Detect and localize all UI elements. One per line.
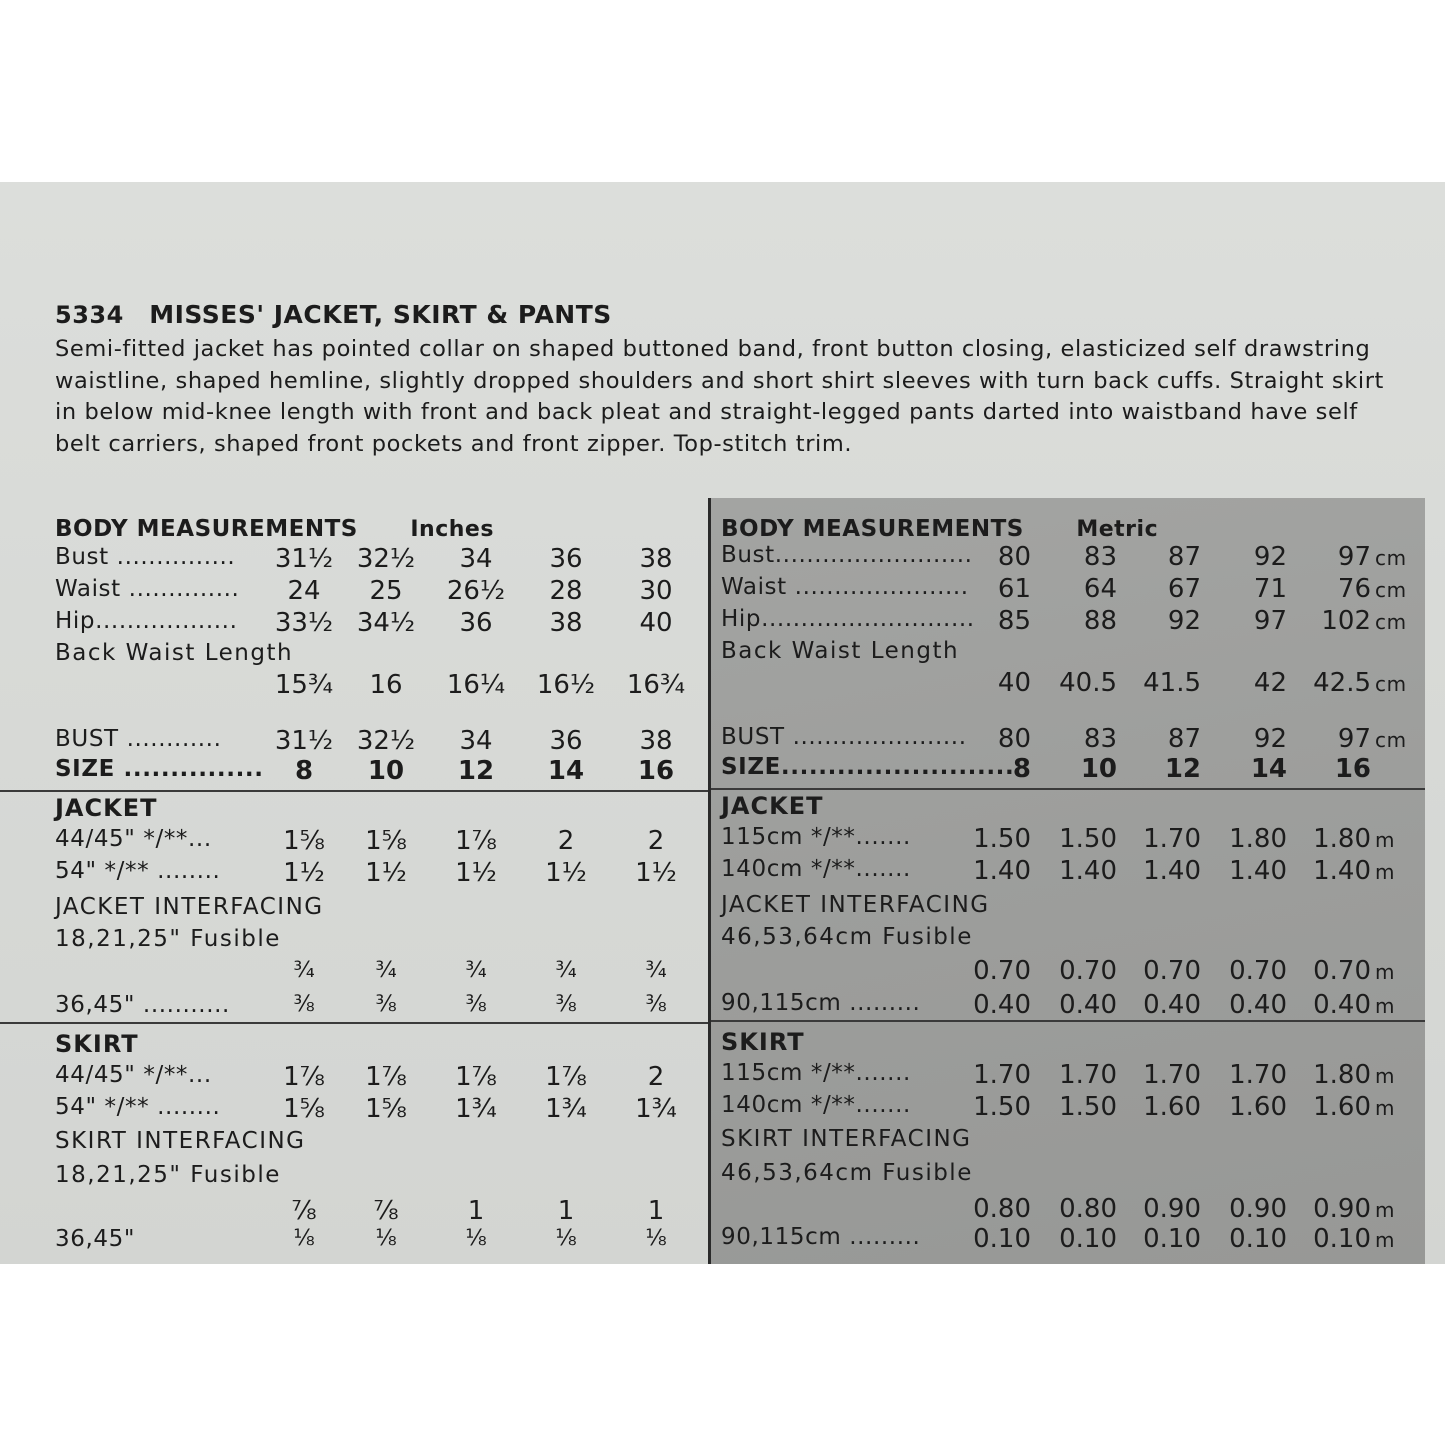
jacket-interfacing-row-value: 0.40 xyxy=(1143,990,1201,1020)
waist-row-value: 30 xyxy=(639,576,673,606)
skirt-fabric-row xyxy=(711,1092,1425,1122)
skirt-fabric-row-value: 1⅝ xyxy=(283,1094,325,1124)
size-row-value: 14 xyxy=(547,756,585,786)
jacket-interfacing-row-value: 0.70 xyxy=(1143,956,1201,986)
jacket-interfacing-row xyxy=(711,990,1425,1020)
skirt-fabric-row-value: 1.50 xyxy=(1059,1092,1117,1122)
jacket-interfacing-row-value: 0.70 xyxy=(973,956,1031,986)
skirt-interfacing-row-value: ⅛ xyxy=(293,1226,315,1251)
jacket-fabric-row xyxy=(0,858,708,888)
size-row-value: 14 xyxy=(1250,754,1287,784)
jacket-interfacing-row-value: ¾ xyxy=(645,958,667,983)
back-waist-row xyxy=(711,668,1425,698)
back-waist-row-value: 41.5 xyxy=(1143,668,1201,698)
skirt-fabric-row-value: 1⅝ xyxy=(365,1094,407,1124)
jacket-interfacing-row-value: ¾ xyxy=(293,958,315,983)
hip-row xyxy=(0,608,708,638)
jacket-interfacing-row-value: ⅜ xyxy=(375,992,397,1017)
size-row-value: 16 xyxy=(1334,754,1371,784)
skirt-heading: SKIRT xyxy=(55,1030,139,1058)
back-waist-row-value: 16¼ xyxy=(446,670,506,700)
bust-size-row-value: 32½ xyxy=(356,726,416,756)
jacket-fusible-label: 46,53,64cm Fusible xyxy=(721,924,973,950)
pattern-number: 5334 xyxy=(55,301,124,329)
metric-panel xyxy=(708,498,1425,1264)
jacket-fabric-row-value: 1½ xyxy=(635,858,677,888)
jacket-fabric-row-value: 1⅝ xyxy=(283,826,325,856)
skirt-interfacing-row-value: 0.80 xyxy=(1059,1194,1117,1224)
waist-row-value: 64 xyxy=(1083,574,1117,604)
bust-row-value: 31½ xyxy=(274,544,334,574)
skirt-fabric-row xyxy=(711,1060,1425,1090)
metric-header-title: BODY MEASUREMENTS xyxy=(721,516,1024,542)
bust-row-label: Bust ............... xyxy=(55,544,236,570)
skirt-fabric-row-value: 1.70 xyxy=(1229,1060,1287,1090)
skirt-fabric-row-value: 1⅞ xyxy=(365,1062,407,1092)
skirt-fabric-row-unit: m xyxy=(1375,1064,1396,1088)
skirt-interfacing-row-value: ⅛ xyxy=(465,1226,487,1251)
hip-row-unit: cm xyxy=(1375,610,1407,634)
pattern-description: Semi-fitted jacket has pointed collar on shaped buttoned band, front button closing, elasticized self drawstring waistline, shaped hemline, slightly dropped shoulders and short shirt sleeves with turn back cuffs. Straight skirt in below mid-knee length with front and back pleat and straight-legged pants darted into waistband have self belt carriers, shaped front pockets and front zipper. Top-stitch trim. xyxy=(55,336,1384,457)
jacket-fabric-row-value: 1⅞ xyxy=(455,826,497,856)
bust-row-value: 38 xyxy=(639,544,673,574)
skirt-interfacing-row xyxy=(711,1194,1425,1224)
jacket-interfacing-row-value: 0.40 xyxy=(1313,990,1371,1020)
skirt-interfacing-row-value: 0.90 xyxy=(1143,1194,1201,1224)
skirt-fabric-row-value: 1⅞ xyxy=(455,1062,497,1092)
bust-size-row-label: BUST ...................... xyxy=(721,724,967,750)
size-row-value: 8 xyxy=(1012,754,1031,784)
pattern-name: MISSES' JACKET, SKIRT & PANTS xyxy=(149,300,612,329)
bust-size-row-unit: cm xyxy=(1375,728,1407,752)
hip-row-value: 97 xyxy=(1253,606,1287,636)
skirt-interfacing-row-value: 0.10 xyxy=(1143,1224,1201,1254)
skirt-interfacing-row-value: 1 xyxy=(647,1196,665,1226)
back-waist-row-value: 16 xyxy=(369,670,403,700)
waist-row-value: 71 xyxy=(1253,574,1287,604)
jacket-interfacing-row-value: ¾ xyxy=(375,958,397,983)
skirt-fabric-row-value: 1.70 xyxy=(973,1060,1031,1090)
back-waist-row-value: 16¾ xyxy=(626,670,686,700)
skirt-interfacing-row-value: ⅛ xyxy=(375,1226,397,1251)
skirt-fabric-row-label: 140cm */**....... xyxy=(721,1092,911,1118)
waist-row xyxy=(0,576,708,606)
bust-size-row-value: 87 xyxy=(1167,724,1201,754)
skirt-interfacing-row-value: ⅞ xyxy=(373,1196,399,1226)
inches-unit-label: Inches xyxy=(410,517,494,542)
jacket-fabric-row-value: 1½ xyxy=(283,858,325,888)
skirt-interfacing-row-value: ⅛ xyxy=(555,1226,577,1251)
skirt-fabric-row xyxy=(0,1062,708,1092)
skirt-interfacing-label: SKIRT INTERFACING xyxy=(55,1128,306,1154)
jacket-heading: JACKET xyxy=(55,794,158,822)
back-waist-row-value: 15¾ xyxy=(274,670,334,700)
skirt-interfacing-row-value: ⅞ xyxy=(291,1196,317,1226)
jacket-fusible-label: 18,21,25" Fusible xyxy=(55,926,281,952)
jacket-interfacing-row xyxy=(711,956,1425,986)
jacket-fabric-row-value: 1.80 xyxy=(1313,824,1371,854)
back-waist-row xyxy=(0,670,708,700)
jacket-fabric-row-label: 44/45" */**... xyxy=(55,826,212,852)
divider-line xyxy=(711,1020,1425,1022)
skirt-fabric-row-unit: m xyxy=(1375,1096,1396,1120)
jacket-fabric-row-unit: m xyxy=(1375,860,1396,884)
bust-size-row-value: 92 xyxy=(1253,724,1287,754)
jacket-fabric-row-value: 1.70 xyxy=(1143,824,1201,854)
back-waist-row-value: 40 xyxy=(997,668,1031,698)
skirt-fabric-row-label: 115cm */**....... xyxy=(721,1060,911,1086)
jacket-interfacing-row-value: ⅜ xyxy=(293,992,315,1017)
skirt-interfacing-row-value: 0.10 xyxy=(1059,1224,1117,1254)
skirt-interfacing-row xyxy=(711,1224,1425,1254)
waist-row-label: Waist ...................... xyxy=(721,574,969,600)
pattern-title xyxy=(55,300,612,329)
metric-header xyxy=(721,516,1158,542)
bust-size-row-value: 34 xyxy=(459,726,493,756)
bust-row-value: 87 xyxy=(1167,542,1201,572)
waist-row-unit: cm xyxy=(1375,578,1407,602)
jacket-interfacing-row-unit: m xyxy=(1375,994,1396,1018)
skirt-interfacing-row-value: 0.90 xyxy=(1229,1194,1287,1224)
jacket-interfacing-row-value: ¾ xyxy=(465,958,487,983)
jacket-fabric-row xyxy=(0,826,708,856)
jacket-fabric-row-label: 140cm */**....... xyxy=(721,856,911,882)
size-row-value: 16 xyxy=(637,756,675,786)
skirt-fabric-row-value: 1.70 xyxy=(1059,1060,1117,1090)
skirt-fabric-row-value: 1¾ xyxy=(545,1094,587,1124)
skirt-interfacing-row-value: 0.10 xyxy=(973,1224,1031,1254)
metric-unit-label: Metric xyxy=(1076,517,1159,542)
jacket-fabric-row-value: 1.80 xyxy=(1229,824,1287,854)
skirt-interfacing-row-label: 90,115cm ......... xyxy=(721,1224,921,1250)
divider-line xyxy=(711,788,1425,790)
bust-size-row-value: 36 xyxy=(549,726,583,756)
hip-row-label: Hip.................. xyxy=(55,608,238,634)
hip-row-value: 33½ xyxy=(274,608,334,638)
waist-row xyxy=(711,574,1425,604)
inches-header-title: BODY MEASUREMENTS xyxy=(55,516,358,542)
jacket-interfacing-row-value: 0.70 xyxy=(1229,956,1287,986)
inches-panel xyxy=(0,500,708,1264)
bust-size-row-value: 31½ xyxy=(274,726,334,756)
jacket-fabric-row-unit: m xyxy=(1375,828,1396,852)
bust-size-row xyxy=(711,724,1425,754)
waist-row-value: 26½ xyxy=(446,576,506,606)
skirt-interfacing-row-value: 0.10 xyxy=(1229,1224,1287,1254)
jacket-fabric-row-value: 1.40 xyxy=(1313,856,1371,886)
jacket-fabric-row xyxy=(711,856,1425,886)
back-waist-row-value: 42.5 xyxy=(1313,668,1371,698)
skirt-interfacing-row xyxy=(0,1196,708,1226)
jacket-fabric-row-value: 1.40 xyxy=(1229,856,1287,886)
jacket-interfacing-row-value: 0.70 xyxy=(1059,956,1117,986)
bust-row-value: 97 xyxy=(1337,542,1371,572)
skirt-interfacing-row-value: 0.90 xyxy=(1313,1194,1371,1224)
waist-row-value: 76 xyxy=(1337,574,1371,604)
jacket-fabric-row-value: 1½ xyxy=(455,858,497,888)
jacket-fabric-row-label: 115cm */**....... xyxy=(721,824,911,850)
bust-size-row-value: 97 xyxy=(1337,724,1371,754)
bust-row xyxy=(711,542,1425,572)
size-row-value: 8 xyxy=(294,756,314,786)
jacket-interfacing-row-unit: m xyxy=(1375,960,1396,984)
skirt-fabric-row-value: 1.60 xyxy=(1229,1092,1287,1122)
jacket-interfacing-row-label: 36,45" ........... xyxy=(55,992,230,1018)
skirt-interfacing-row-label: 36,45" xyxy=(55,1226,136,1252)
skirt-interfacing-row-value: 0.10 xyxy=(1313,1224,1371,1254)
jacket-interfacing-row-value: ⅜ xyxy=(465,992,487,1017)
jacket-interfacing-label: JACKET INTERFACING xyxy=(55,894,324,920)
size-row xyxy=(711,754,1425,784)
back-waist-row-value: 42 xyxy=(1253,668,1287,698)
jacket-interfacing-row-value: 0.70 xyxy=(1313,956,1371,986)
skirt-fabric-row-value: 2 xyxy=(647,1062,665,1092)
skirt-heading: SKIRT xyxy=(721,1028,805,1056)
inches-header xyxy=(55,516,494,542)
size-row xyxy=(0,756,708,786)
jacket-fabric-row-value: 1½ xyxy=(365,858,407,888)
bust-row-value: 92 xyxy=(1253,542,1287,572)
skirt-fabric-row-value: 1⅞ xyxy=(283,1062,325,1092)
pattern-envelope-photo xyxy=(0,182,1445,1264)
bust-size-row-value: 38 xyxy=(639,726,673,756)
jacket-interfacing-row-value: 0.40 xyxy=(1059,990,1117,1020)
hip-row-value: 38 xyxy=(549,608,583,638)
jacket-interfacing-label: JACKET INTERFACING xyxy=(721,892,990,918)
back-waist-label: Back Waist Length xyxy=(55,640,294,666)
jacket-fabric-row-value: 2 xyxy=(557,826,575,856)
jacket-fabric-row-value: 1.50 xyxy=(1059,824,1117,854)
bust-row-value: 36 xyxy=(549,544,583,574)
jacket-interfacing-row xyxy=(0,958,708,988)
bust-row-unit: cm xyxy=(1375,546,1407,570)
skirt-interfacing-row xyxy=(0,1226,708,1256)
hip-row-value: 36 xyxy=(459,608,493,638)
jacket-fabric-row-value: 1⅝ xyxy=(365,826,407,856)
bust-row-value: 32½ xyxy=(356,544,416,574)
skirt-fabric-row-value: 1.50 xyxy=(973,1092,1031,1122)
skirt-fabric-row-value: 1.60 xyxy=(1143,1092,1201,1122)
skirt-fabric-row-label: 44/45" */**... xyxy=(55,1062,212,1088)
jacket-fabric-row-label: 54" */** ........ xyxy=(55,858,221,884)
jacket-interfacing-row-value: ⅜ xyxy=(645,992,667,1017)
skirt-fabric-row-value: 1¾ xyxy=(455,1094,497,1124)
hip-row-value: 40 xyxy=(639,608,673,638)
jacket-fabric-row-value: 2 xyxy=(647,826,665,856)
bust-row-label: Bust......................... xyxy=(721,542,973,568)
back-waist-row-value: 40.5 xyxy=(1059,668,1117,698)
waist-row-value: 28 xyxy=(549,576,583,606)
skirt-fabric-row-value: 1¾ xyxy=(635,1094,677,1124)
skirt-interfacing-row-unit: m xyxy=(1375,1228,1396,1252)
skirt-fusible-label: 46,53,64cm Fusible xyxy=(721,1160,973,1186)
size-row-value: 10 xyxy=(367,756,405,786)
waist-row-label: Waist .............. xyxy=(55,576,240,602)
hip-row-label: Hip........................... xyxy=(721,606,975,632)
size-row-label: SIZE ............... xyxy=(55,756,264,782)
skirt-interfacing-row-value: 1 xyxy=(557,1196,575,1226)
skirt-interfacing-row-value: 1 xyxy=(467,1196,485,1226)
size-row-value: 10 xyxy=(1080,754,1117,784)
back-waist-label: Back Waist Length xyxy=(721,638,960,664)
back-waist-row-value: 16½ xyxy=(536,670,596,700)
hip-row-value: 34½ xyxy=(356,608,416,638)
skirt-interfacing-label: SKIRT INTERFACING xyxy=(721,1126,972,1152)
skirt-fabric-row-value: 1.70 xyxy=(1143,1060,1201,1090)
jacket-interfacing-row-label: 90,115cm ......... xyxy=(721,990,921,1016)
jacket-fabric-row-value: 1.50 xyxy=(973,824,1031,854)
bust-size-row-label: BUST ............ xyxy=(55,726,222,752)
bust-row-value: 34 xyxy=(459,544,493,574)
bust-row-value: 83 xyxy=(1083,542,1117,572)
jacket-heading: JACKET xyxy=(721,792,824,820)
skirt-interfacing-row-unit: m xyxy=(1375,1198,1396,1222)
waist-row-value: 61 xyxy=(997,574,1031,604)
jacket-interfacing-row xyxy=(0,992,708,1022)
skirt-fabric-row-value: 1⅞ xyxy=(545,1062,587,1092)
bust-size-row-value: 80 xyxy=(997,724,1031,754)
hip-row-value: 102 xyxy=(1321,606,1371,636)
skirt-fusible-label: 18,21,25" Fusible xyxy=(55,1162,281,1188)
size-row-value: 12 xyxy=(457,756,495,786)
skirt-interfacing-row-value: 0.80 xyxy=(973,1194,1031,1224)
hip-row xyxy=(711,606,1425,636)
skirt-fabric-row-value: 1.80 xyxy=(1313,1060,1371,1090)
hip-row-value: 92 xyxy=(1167,606,1201,636)
skirt-interfacing-row-value: ⅛ xyxy=(645,1226,667,1251)
jacket-fabric-row xyxy=(711,824,1425,854)
bust-size-row-value: 83 xyxy=(1083,724,1117,754)
back-waist-row-unit: cm xyxy=(1375,672,1407,696)
size-row-value: 12 xyxy=(1164,754,1201,784)
jacket-interfacing-row-value: ⅜ xyxy=(555,992,577,1017)
bust-row-value: 80 xyxy=(997,542,1031,572)
waist-row-value: 24 xyxy=(287,576,321,606)
hip-row-value: 85 xyxy=(997,606,1031,636)
waist-row-value: 25 xyxy=(369,576,403,606)
jacket-interfacing-row-value: 0.40 xyxy=(1229,990,1287,1020)
bust-row xyxy=(0,544,708,574)
jacket-interfacing-row-value: 0.40 xyxy=(973,990,1031,1020)
divider-line xyxy=(0,1022,708,1024)
divider-line xyxy=(0,790,708,792)
skirt-fabric-row xyxy=(0,1094,708,1124)
size-row-label: SIZE......................... xyxy=(721,754,1015,780)
hip-row-value: 88 xyxy=(1083,606,1117,636)
skirt-fabric-row-value: 1.60 xyxy=(1313,1092,1371,1122)
bust-size-row xyxy=(0,726,708,756)
jacket-fabric-row-value: 1.40 xyxy=(1059,856,1117,886)
jacket-fabric-row-value: 1.40 xyxy=(973,856,1031,886)
jacket-fabric-row-value: 1.40 xyxy=(1143,856,1201,886)
skirt-fabric-row-label: 54" */** ........ xyxy=(55,1094,221,1120)
waist-row-value: 67 xyxy=(1167,574,1201,604)
jacket-interfacing-row-value: ¾ xyxy=(555,958,577,983)
jacket-fabric-row-value: 1½ xyxy=(545,858,587,888)
